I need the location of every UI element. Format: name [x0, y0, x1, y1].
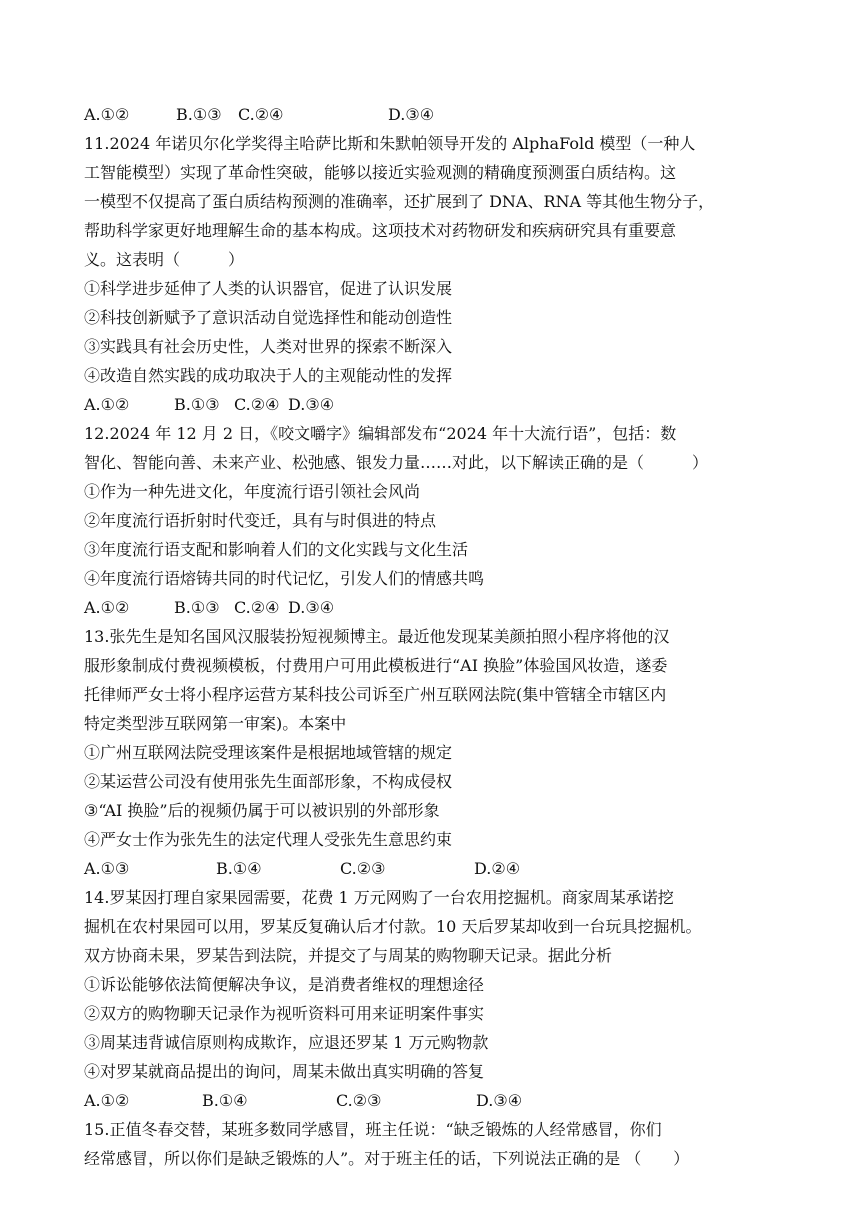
q12-stem-line: 12.2024 年 12 月 2 日，《咬文嚼字》编辑部发布“2024 年十大流行语”，包括：数	[84, 424, 677, 443]
q13-stem-line: 13.张先生是知名国风汉服装扮短视频博主。最近他发现某美颜拍照小程序将他的汉	[84, 627, 670, 646]
q11-option-d: D.③④	[288, 395, 335, 414]
q13-option-a: A.①③	[84, 859, 130, 878]
q12-options	[84, 593, 776, 622]
question-11	[84, 129, 776, 419]
q15-stem-line: 经常感冒，所以你们是缺乏锻炼的人”。对于班主任的话，下列说法正确的是 （ ）	[84, 1149, 690, 1168]
q13-stem-line: 特定类型涉互联网第一审案)。本案中	[84, 714, 347, 733]
q12-option-d: D.③④	[288, 598, 335, 617]
q13-option-b: B.①④	[216, 859, 262, 878]
q11-stem-line: 工智能模型）实现了革命性突破，能够以接近实验观测的精确度预测蛋白质结构。这	[84, 163, 677, 182]
q12-statement-3: ③年度流行语支配和影响着人们的文化实践与文化生活	[84, 540, 469, 559]
q12-option-a: A.①②	[84, 598, 130, 617]
q10-option-b: B.①③	[176, 105, 222, 124]
q12-option-b: B.①③	[174, 598, 220, 617]
q14-stem-line: 掘机在农村果园可以用，罗某反复确认后才付款。10 天后罗某却收到一台玩具挖掘机。	[84, 917, 702, 936]
q14-statement-4: ④对罗某就商品提出的询问，周某未做出真实明确的答复	[84, 1062, 485, 1081]
q11-statement-1: ①科学进步延伸了人类的认识器官，促进了认识发展	[84, 279, 453, 298]
q15-stem-line: 15.正值冬春交替，某班多数同学感冒，班主任说：“缺乏锻炼的人经常感冒，你们	[84, 1120, 662, 1139]
q11-stem-line: 帮助科学家更好地理解生命的基本构成。这项技术对药物研发和疾病研究具有重要意	[84, 221, 677, 240]
q12-statement-2: ②年度流行语折射时代变迁，具有与时俱进的特点	[84, 511, 437, 530]
q13-stem-line: 托律师严女士将小程序运营方某科技公司诉至广州互联网法院(集中管辖全市辖区内	[84, 685, 667, 704]
q11-option-a: A.①②	[84, 395, 130, 414]
q13-statement-2: ②某运营公司没有使用张先生面部形象，不构成侵权	[84, 772, 453, 791]
q11-statement-4: ④改造自然实践的成功取决于人的主观能动性的发挥	[84, 366, 453, 385]
q14-option-b: B.①④	[202, 1091, 248, 1110]
exam-page	[84, 100, 776, 1173]
q10-option-c: C.②④	[238, 105, 284, 124]
q10-option-d: D.③④	[388, 105, 435, 124]
q14-stem-line: 14.罗某因打理自家果园需要，花费 1 万元网购了一台农用挖掘机。商家周某承诺挖	[84, 888, 674, 907]
question-15	[84, 1115, 776, 1173]
question-12	[84, 419, 776, 622]
q14-options	[84, 1086, 776, 1115]
q12-stem-line: 智化、智能向善、未来产业、松弛感、银发力量……对此，以下解读正确的是（ ）	[84, 453, 709, 472]
q11-stem-line: 一模型不仅提高了蛋白质结构预测的准确率，还扩展到了 DNA、RNA 等其他生物分子，	[84, 192, 715, 211]
q14-statement-3: ③周某违背诚信原则构成欺诈，应退还罗某 1 万元购物款	[84, 1033, 489, 1052]
q13-stem-line: 服形象制成付费视频模板，付费用户可用此模板进行“AI 换脸”体验国风妆造，遂委	[84, 656, 668, 675]
q14-statement-2: ②双方的购物聊天记录作为视听资料可用来证明案件事实	[84, 1004, 485, 1023]
q11-stem-line: 11.2024 年诺贝尔化学奖得主哈萨比斯和朱默帕领导开发的 AlphaFold 模型（一种人	[84, 134, 696, 153]
q12-option-c: C.②④	[234, 598, 280, 617]
q13-statement-4: ④严女士作为张先生的法定代理人受张先生意思约束	[84, 830, 453, 849]
q14-option-a: A.①②	[84, 1091, 130, 1110]
question-13	[84, 622, 776, 883]
q13-option-c: C.②③	[340, 859, 386, 878]
question-14	[84, 883, 776, 1115]
q11-options	[84, 390, 776, 419]
q11-statement-2: ②科技创新赋予了意识活动自觉选择性和能动创造性	[84, 308, 453, 327]
q10-option-a: A.①②	[84, 105, 130, 124]
q14-stem-line: 双方协商未果，罗某告到法院，并提交了与周某的购物聊天记录。据此分析	[84, 946, 613, 965]
q11-option-c: C.②④	[234, 395, 280, 414]
q13-statement-3: ③“AI 换脸”后的视频仍属于可以被识别的外部形象	[84, 801, 440, 820]
q14-statement-1: ①诉讼能够依法简便解决争议，是消费者维权的理想途径	[84, 975, 485, 994]
q10-options	[84, 100, 776, 129]
q12-statement-1: ①作为一种先进文化，年度流行语引领社会风尚	[84, 482, 421, 501]
q11-stem-line: 义。这表明（ ）	[84, 250, 245, 269]
q12-statement-4: ④年度流行语熔铸共同的时代记忆，引发人们的情感共鸣	[84, 569, 485, 588]
q11-option-b: B.①③	[174, 395, 220, 414]
q13-options	[84, 854, 776, 883]
q13-statement-1: ①广州互联网法院受理该案件是根据地域管辖的规定	[84, 743, 453, 762]
q14-option-c: C.②③	[336, 1091, 382, 1110]
q13-option-d: D.②④	[474, 859, 521, 878]
q14-option-d: D.③④	[476, 1091, 523, 1110]
q11-statement-3: ③实践具有社会历史性，人类对世界的探索不断深入	[84, 337, 453, 356]
